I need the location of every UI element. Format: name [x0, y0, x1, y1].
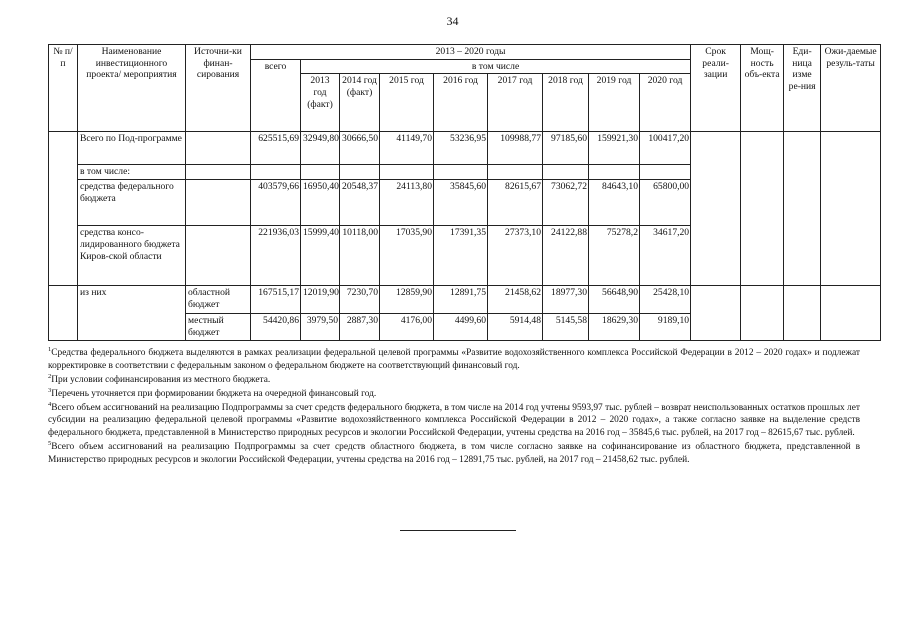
- row-value: 24113,80: [380, 180, 434, 226]
- footnote-text: При условии софинансирования из местного бюджета.: [51, 374, 271, 385]
- footnote: [48, 346, 860, 373]
- unit-cell: [784, 132, 821, 286]
- footnote-mark: 3: [48, 386, 52, 394]
- row-value: 84643,10: [589, 180, 640, 226]
- row-value: [543, 165, 589, 180]
- row-source: [186, 180, 251, 226]
- row-value: 109988,77: [488, 132, 543, 165]
- row-value: 34617,20: [640, 226, 691, 286]
- footnote-text: Средства федерального бюджета выделяются в рамках реализации федеральной целевой программы «Развитие водохозяйственного комплекса Российской Федерации в 2012 – 2020 годах» и подлежат корректировке в соответствии с федеральным законом о федеральном бюджете на соответствующий финансовый год.: [48, 348, 860, 371]
- row-value: 27373,10: [488, 226, 543, 286]
- row-value: 625515,69: [251, 132, 301, 165]
- table-row-regional: [49, 286, 881, 314]
- row-name: Всего по Под-программе: [78, 132, 186, 165]
- row-value: [589, 165, 640, 180]
- header-year: 2020 год: [640, 74, 691, 132]
- header-year: 2015 год: [380, 74, 434, 132]
- row-name: из них: [78, 286, 186, 341]
- footnote-text: Перечень уточняется при формировании бюджета на очередной финансовый год.: [51, 388, 377, 399]
- row-value: 41149,70: [380, 132, 434, 165]
- row-value: 2887,30: [340, 314, 380, 341]
- footnote-mark: 2: [48, 372, 52, 380]
- row-value: 12019,90: [301, 286, 340, 314]
- row-name: в том числе:: [78, 165, 186, 180]
- row-value: 17035,90: [380, 226, 434, 286]
- header-year: 2017 год: [488, 74, 543, 132]
- row-value: 221936,03: [251, 226, 301, 286]
- header-year: 2019 год: [589, 74, 640, 132]
- row-value: 53236,95: [434, 132, 488, 165]
- row-value: 12891,75: [434, 286, 488, 314]
- unit-cell: [784, 286, 821, 341]
- header-capacity: Мощ-ность объ-екта: [741, 45, 784, 132]
- separator-line: [400, 530, 516, 531]
- row-name: средства федерального бюджета: [78, 180, 186, 226]
- header-term: Срок реали-зации: [691, 45, 741, 132]
- page-number: 34: [446, 14, 459, 28]
- row-source: [186, 226, 251, 286]
- footnote: [48, 387, 860, 401]
- header-results: Ожи-даемые резуль-таты: [821, 45, 881, 132]
- row-value: 5145,58: [543, 314, 589, 341]
- row-value: 18629,30: [589, 314, 640, 341]
- header-total: всего: [251, 59, 301, 132]
- row-value: [434, 165, 488, 180]
- row-value: 12859,90: [380, 286, 434, 314]
- row-num-cell: [49, 286, 78, 341]
- row-value: 403579,66: [251, 180, 301, 226]
- row-value: 56648,90: [589, 286, 640, 314]
- footnote-mark: 5: [48, 439, 52, 447]
- row-num-cell: [49, 132, 78, 286]
- row-source: [186, 132, 251, 165]
- row-value: 65800,00: [640, 180, 691, 226]
- row-value: 54420,86: [251, 314, 301, 341]
- row-value: 35845,60: [434, 180, 488, 226]
- row-value: 30666,50: [340, 132, 380, 165]
- footnote: [48, 401, 860, 440]
- header-source: Источни-ки финан-сирования: [186, 45, 251, 132]
- results-cell: [821, 132, 881, 286]
- investment-table: [48, 44, 881, 341]
- row-value: 75278,2: [589, 226, 640, 286]
- row-value: 17391,35: [434, 226, 488, 286]
- capacity-cell: [741, 132, 784, 286]
- row-source: [186, 165, 251, 180]
- footnote-mark: 4: [48, 400, 52, 408]
- header-year: 2018 год: [543, 74, 589, 132]
- header-num: № п/п: [49, 45, 78, 132]
- footnote: [48, 440, 860, 467]
- row-value: 97185,60: [543, 132, 589, 165]
- term-cell: [691, 132, 741, 286]
- header-year: 2016 год: [434, 74, 488, 132]
- row-value: 4499,60: [434, 314, 488, 341]
- row-value: 32949,80: [301, 132, 340, 165]
- row-value: [488, 165, 543, 180]
- row-value: [380, 165, 434, 180]
- row-value: 4176,00: [380, 314, 434, 341]
- footnote-text: Всего объем ассигнований на реализацию Подпрограммы за счет средств федерального бюджета, в том числе на 2014 год учтены 9593,97 тыс. рублей – возврат неиспользованных остатков прошлых лет субсидии на реализацию федеральной целевой программы «Развитие водохозяйственного комплекса Российской Федерации в 2012 – 2020 годах», а также согласно заявке на выделение средств федерального бюджета, представленной в Министерство природных ресурсов и экологии Российской Федерации, учтены средства на 2016 год – 35845,6 тыс. рублей, на 2017 год – 82615,67 тыс. рублей.: [48, 402, 860, 439]
- header-name: Наименование инвестиционного проекта/ мероприятия: [78, 45, 186, 132]
- row-value: [251, 165, 301, 180]
- row-value: [340, 165, 380, 180]
- footnote-mark: 1: [48, 346, 52, 353]
- row-value: 3979,50: [301, 314, 340, 341]
- row-value: 100417,20: [640, 132, 691, 165]
- results-cell: [821, 286, 881, 341]
- row-value: [301, 165, 340, 180]
- row-value: 24122,88: [543, 226, 589, 286]
- row-value: 167515,17: [251, 286, 301, 314]
- row-name: средства консо-лидированного бюджета Киров-ской области: [78, 226, 186, 286]
- row-value: 73062,72: [543, 180, 589, 226]
- capacity-cell: [741, 286, 784, 341]
- footnotes: [48, 346, 860, 467]
- row-value: 16950,40: [301, 180, 340, 226]
- row-value: 159921,30: [589, 132, 640, 165]
- row-value: 25428,10: [640, 286, 691, 314]
- header-unit: Еди-ница изме ре-ния: [784, 45, 821, 132]
- header-year: 2013 год (факт): [301, 74, 340, 132]
- header-including: в том числе: [301, 59, 691, 74]
- row-value: 9189,10: [640, 314, 691, 341]
- footnote-text: Всего объем ассигнований на реализацию Подпрограммы за счет средств областного бюджета, в том числе согласно заявке на софинансирование из областного бюджета, представленной в Министерство природных ресурсов и экологии Российской Федерации, учтены средства на 2016 год – 12891,75 тыс. рублей, на 2017 год – 21458,62 тыс. рублей.: [48, 442, 860, 465]
- table-row-total: [49, 132, 881, 165]
- footnote: [48, 373, 860, 387]
- row-source: местный бюджет: [186, 314, 251, 341]
- row-value: 82615,67: [488, 180, 543, 226]
- header-year: 2014 год (факт): [340, 74, 380, 132]
- term-cell: [691, 286, 741, 341]
- row-value: [640, 165, 691, 180]
- row-value: 15999,40: [301, 226, 340, 286]
- row-value: 18977,30: [543, 286, 589, 314]
- row-value: 7230,70: [340, 286, 380, 314]
- row-value: 5914,48: [488, 314, 543, 341]
- header-row-1: [49, 45, 881, 60]
- row-value: 20548,37: [340, 180, 380, 226]
- row-source: областной бюджет: [186, 286, 251, 314]
- header-period: 2013 – 2020 годы: [251, 45, 691, 60]
- row-value: 10118,00: [340, 226, 380, 286]
- row-value: 21458,62: [488, 286, 543, 314]
